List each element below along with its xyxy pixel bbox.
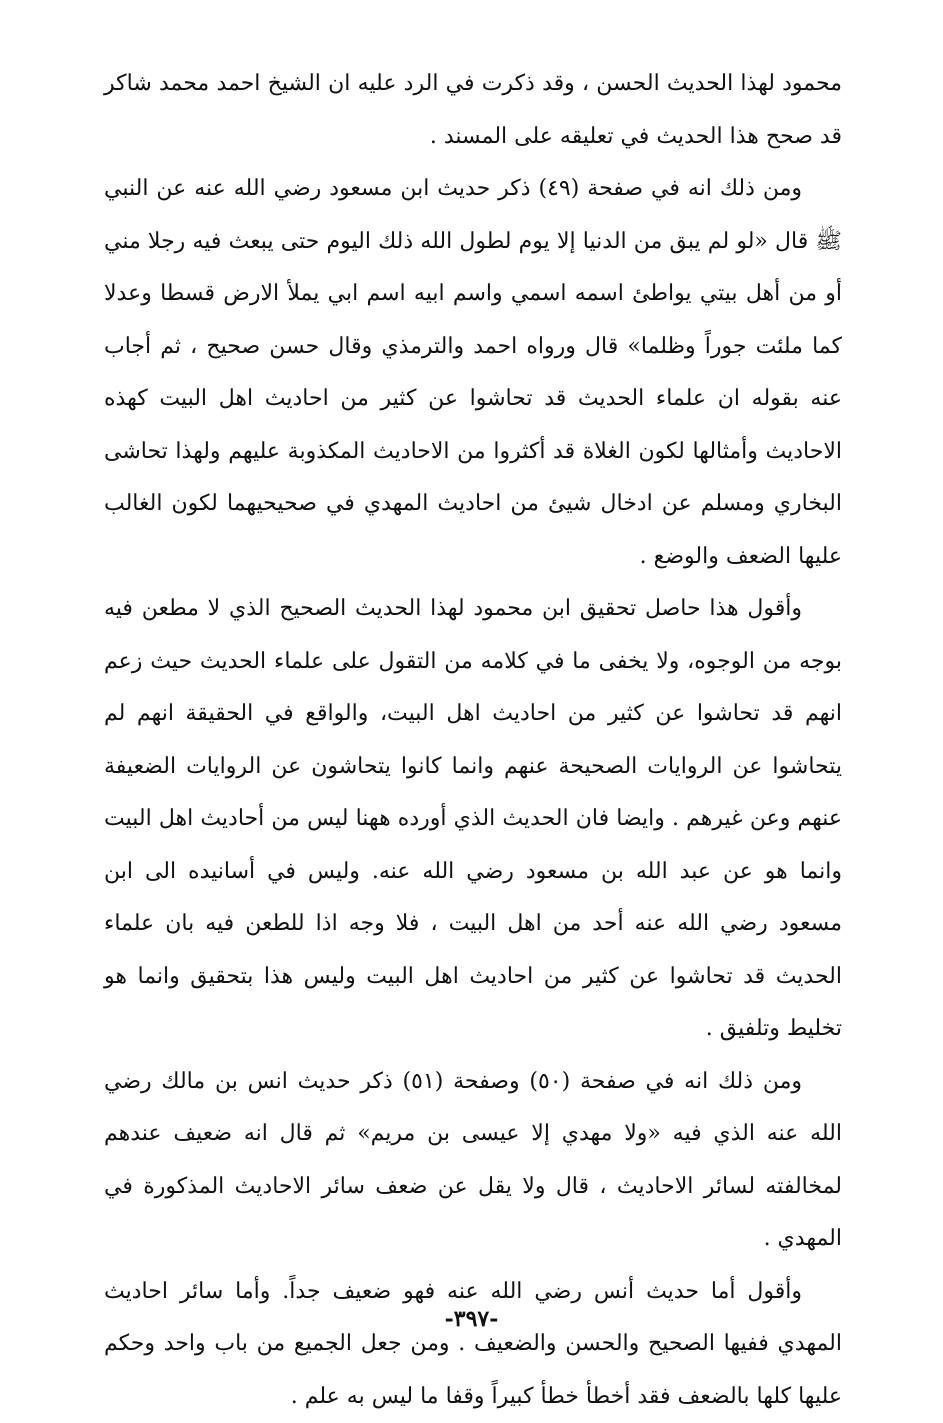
body-text xyxy=(104,58,842,1423)
page-number: -٣٩٧- xyxy=(0,1306,943,1332)
paragraph-1: محمود لهذا الحديث الحسن ، وقد ذكرت في الرد عليه ان الشيخ احمد محمد شاكر قد صحح هذا الحديث في تعليقه على المسند . xyxy=(104,58,842,163)
paragraph-4: ومن ذلك انه في صفحة (٥٠) وصفحة (٥١) ذكر حديث انس بن مالك رضي الله عنه الذي فيه «ولا مهدي إلا عيسى بن مريم» ثم قال انه ضعيف عندهم لمخالفته لسائر الاحاديث ، قال ولا يقل عن ضعف سائر الاحاديث المذكورة في المهدي . xyxy=(104,1056,842,1266)
paragraph-5: وأقول أما حديث أنس رضي الله عنه فهو ضعيف جداً. وأما سائر احاديث المهدي ففيها الصحيح والحسن والضعيف . ومن جعل الجميع من باب واحد وحكم عليها كلها بالضعف فقد أخطأ خطأ كبيراً وقفا ما ليس به علم . xyxy=(104,1266,842,1423)
paragraph-2: ومن ذلك انه في صفحة (٤٩) ذكر حديث ابن مسعود رضي الله عنه عن النبي ﷺ قال «لو لم يبق من الدنيا إلا يوم لطول الله ذلك اليوم حتى يبعث فيه رجلا مني أو من أهل بيتي يواطئ اسمه اسمي واسم ابيه اسم ابي يملأ الارض قسطا وعدلا كما ملئت جوراً وظلما» قال ورواه احمد والترمذي وقال حسن صحيح ، ثم أجاب عنه بقوله ان علماء الحديث قد تحاشوا عن كثير من احاديث اهل البيت كهذه الاحاديث وأمثالها لكون الغلاة قد أكثروا من الاحاديث المكذوبة عليهم ولهذا تحاشى البخاري ومسلم عن ادخال شيئ من احاديث المهدي في صحيحيهما لكون الغالب عليها الضعف والوضع . xyxy=(104,163,842,583)
paragraph-3: وأقول هذا حاصل تحقيق ابن محمود لهذا الحديث الصحيح الذي لا مطعن فيه بوجه من الوجوه، ولا يخفى ما في كلامه من التقول على علماء الحديث حيث زعم انهم قد تحاشوا عن كثير من احاديث اهل البيت، والواقع في الحقيقة انهم لم يتحاشوا عن الروايات الصحيحة عنهم وانما كانوا يتحاشون عن الروايات الضعيفة عنهم وعن غيرهم . وايضا فان الحديث الذي أورده ههنا ليس من أحاديث اهل البيت وانما هو عن عبد الله بن مسعود رضي الله عنه. وليس في أسانيده الى ابن مسعود رضي الله عنه أحد من اهل البيت ، فلا وجه اذا للطعن فيه بان علماء الحديث قد تحاشوا عن كثير من احاديث اهل البيت وليس هذا بتحقيق وانما هو تخليط وتلفيق . xyxy=(104,583,842,1056)
